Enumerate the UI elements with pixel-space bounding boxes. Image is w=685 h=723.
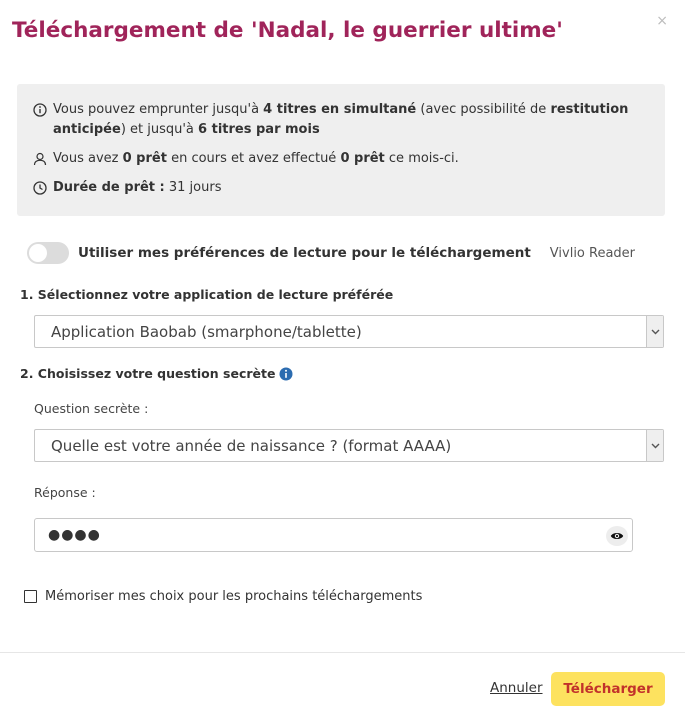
chevron-down-icon [646, 316, 663, 347]
loan-limits-text: Vous pouvez emprunter jusqu'à 4 titres en simultané (avec possibilité de restitution anticipée) et jusqu'à 6 titres par mois [53, 102, 629, 137]
cancel-button[interactable]: Annuler [490, 680, 543, 696]
info-circle-icon [33, 103, 47, 117]
loan-info-box [17, 84, 665, 216]
secret-question-select[interactable] [34, 429, 664, 462]
reading-app-value: Application Baobab (smarphone/tablette) [51, 322, 362, 341]
secret-question-value: Quelle est votre année de naissance ? (format AAAA) [51, 436, 452, 455]
reading-preferences-row [27, 237, 667, 269]
loan-status-text: Vous avez 0 prêt en cours et avez effectué 0 prêt ce mois-ci. [53, 151, 459, 166]
footer-divider [0, 652, 685, 653]
clock-icon [33, 181, 47, 195]
chevron-down-icon [646, 430, 663, 461]
loan-status-line [33, 149, 651, 169]
reading-app-select[interactable] [34, 315, 664, 348]
eye-icon[interactable] [606, 526, 628, 546]
answer-label: Réponse : [34, 485, 96, 500]
user-icon [33, 152, 47, 166]
loan-duration-line [33, 178, 651, 198]
download-button[interactable]: Télécharger [551, 672, 665, 706]
answer-masked-value: ●●●● [48, 527, 101, 543]
remember-checkbox[interactable] [24, 590, 37, 603]
remember-choices[interactable] [24, 589, 422, 604]
secret-question-label: Question secrète : [34, 401, 149, 416]
toggle-knob [29, 244, 47, 262]
loan-duration-text: Durée de prêt : 31 jours [53, 180, 222, 195]
remember-label: Mémoriser mes choix pour les prochains téléchargements [45, 589, 423, 604]
loan-limits-line [33, 100, 651, 140]
answer-password-field[interactable] [34, 518, 633, 552]
dialog-title: Téléchargement de 'Nadal, le guerrier ultime' [12, 18, 563, 43]
info-filled-icon[interactable] [279, 367, 293, 381]
step1-label: 1. Sélectionnez votre application de lecture préférée [20, 287, 394, 302]
close-icon[interactable]: × [656, 13, 668, 29]
reading-preferences-label: Utiliser mes préférences de lecture pour le téléchargement [78, 245, 531, 261]
step2-label: 2. Choisissez votre question secrète [20, 366, 276, 381]
reading-preferences-toggle[interactable] [27, 242, 69, 264]
step2-label-row [20, 366, 293, 381]
preferred-reader-name: Vivlio Reader [549, 245, 636, 261]
